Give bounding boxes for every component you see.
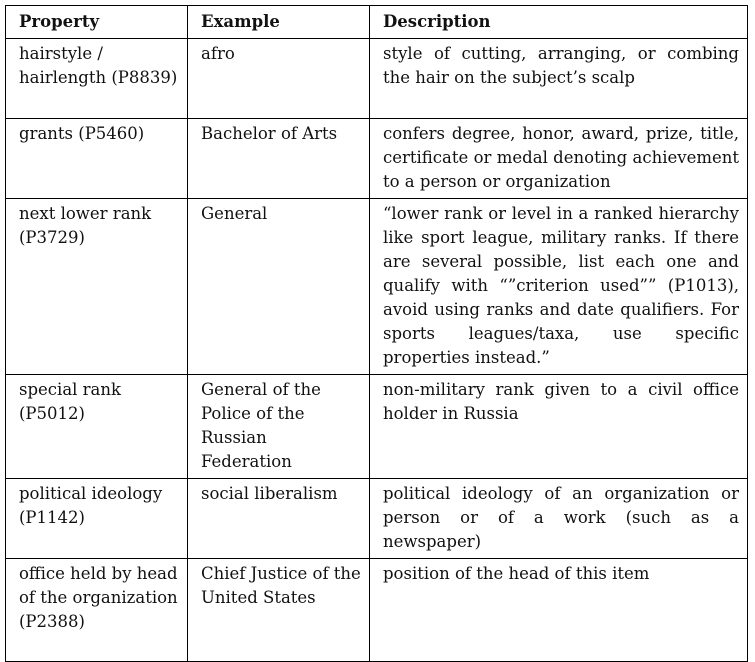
header-description: Description — [370, 6, 748, 39]
table-row — [6, 375, 748, 479]
cell-description: non-military rank given to a civil office holder in Russia — [370, 375, 748, 479]
cell-description: political ideology of an organization or person or of a work (such as a newspaper) — [370, 479, 748, 559]
cell-description: confers degree, honor, award, prize, title, certificate or medal denoting achievement to a person or organization — [370, 119, 748, 199]
table-body — [6, 39, 748, 662]
table-row — [6, 479, 748, 559]
cell-example: Chief Justice of the United States — [188, 559, 370, 662]
cell-example: Bachelor of Arts — [188, 119, 370, 199]
cell-description: “lower rank or level in a ranked hierarchy like sport league, military ranks. If there are several possible, list each one and qualify with “”criterion used”” (P1013), avoid using ranks and date qualifiers. For sports leagues/taxa, use specific properties instead.” — [370, 199, 748, 375]
cell-property: political ideology (P1142) — [6, 479, 188, 559]
cell-property: grants (P5460) — [6, 119, 188, 199]
cell-example: General of the Police of the Russian Federation — [188, 375, 370, 479]
property-table — [5, 5, 748, 662]
cell-property: office held by head of the organization (P2388) — [6, 559, 188, 662]
cell-description: style of cutting, arranging, or combing the hair on the subject’s scalp — [370, 39, 748, 119]
header-row — [6, 6, 748, 39]
cell-description: position of the head of this item — [370, 559, 748, 662]
cell-example: General — [188, 199, 370, 375]
cell-property: hairstyle / hairlength (P8839) — [6, 39, 188, 119]
cell-property: next lower rank (P3729) — [6, 199, 188, 375]
cell-example: social liberalism — [188, 479, 370, 559]
header-property: Property — [6, 6, 188, 39]
table-header — [6, 6, 748, 39]
cell-property: special rank (P5012) — [6, 375, 188, 479]
table-row — [6, 199, 748, 375]
table-row — [6, 39, 748, 119]
cell-example: afro — [188, 39, 370, 119]
table-row — [6, 559, 748, 662]
header-example: Example — [188, 6, 370, 39]
table-row — [6, 119, 748, 199]
property-table-container — [5, 5, 748, 662]
